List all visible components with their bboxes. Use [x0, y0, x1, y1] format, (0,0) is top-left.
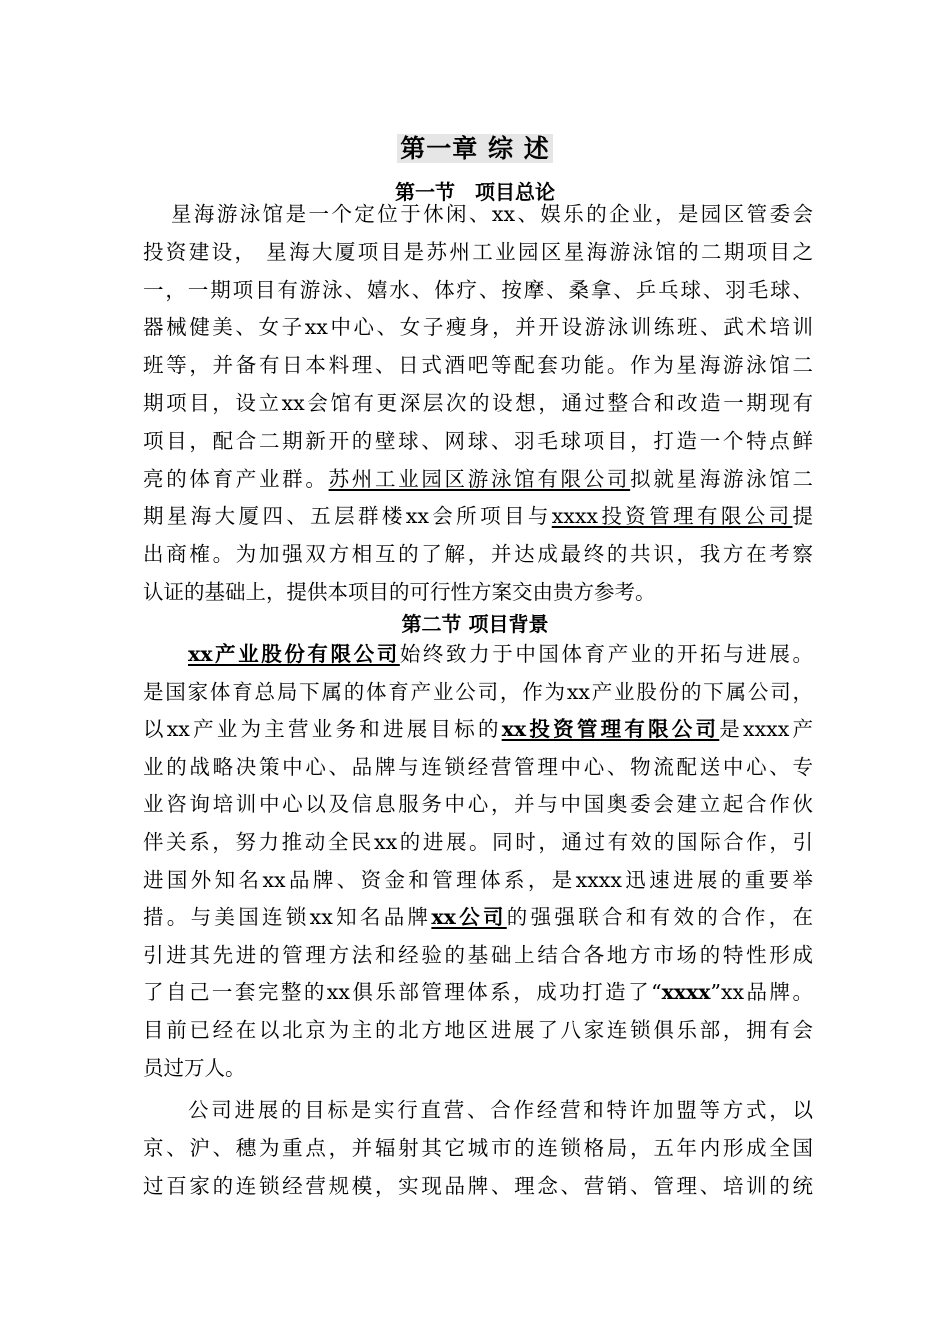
line-text: 项目，配合二期新开的壁球、网球、羽毛球项目，打造一个特点鲜: [143, 428, 813, 453]
company-name-underlined: 苏州工业园区游泳馆有限公司: [328, 466, 631, 491]
section1-title: 第一节 项目总论: [395, 180, 555, 204]
text-line: [143, 542, 813, 566]
text-line: [143, 943, 813, 967]
text-line: [143, 980, 813, 1004]
line-text: 出商榷。为加强双方相互的了解，并达成最终的共识，我方在考察: [143, 542, 813, 567]
section2-title: 第二节 项目背景: [401, 612, 549, 636]
company-name-underlined: xx公司: [431, 905, 507, 930]
brand-name-bold: xxxx: [661, 980, 711, 1005]
text-line: [143, 868, 813, 892]
line-text: 一，一期项目有游泳、嬉水、体疗、按摩、桑拿、乒乓球、羽毛球、: [143, 277, 813, 302]
line-text: 星海游泳馆是一个定位于休闲、xx、娱乐的企业，是园区管委会: [171, 202, 813, 226]
line-text: 拟就星海游泳馆二: [630, 466, 814, 491]
line-text: 了自己一套完整的xx俱乐部管理体系，成功打造了“: [143, 980, 662, 1005]
text-line: [143, 1056, 813, 1080]
text-line: [143, 1136, 813, 1160]
company-name-underlined: xxxx投资管理有限公司: [551, 504, 793, 529]
line-text: 亮的体育产业群。: [143, 466, 329, 491]
chapter-title: 第一章 综 述: [0, 129, 950, 165]
text-line: [188, 642, 813, 666]
line-text: 提: [792, 504, 813, 529]
line-text: 投资建设， 星海大厦项目是苏州工业园区星海游泳馆的二期项目之: [143, 239, 813, 264]
text-line: [143, 717, 813, 741]
text-line: [143, 467, 813, 491]
line-text: 期项目，设立xx会馆有更深层次的设想，通过整合和改造一期现有: [143, 391, 813, 415]
line-text: 以xx产业为主营业务和进展目标的: [143, 717, 502, 742]
line-text: 公司进展的目标是实行直营、合作经营和特许加盟等方式，以: [188, 1098, 813, 1122]
line-text: 是国家体育总局下属的体育产业公司，作为xx产业股份的下属公司，: [143, 679, 813, 704]
line-text: 业的战略决策中心、品牌与连锁经营管理中心、物流配送中心、专: [143, 754, 813, 779]
text-line: [143, 391, 813, 415]
text-line: [188, 1098, 813, 1122]
text-line: [143, 580, 813, 604]
text-line: [143, 1018, 813, 1042]
text-line: [143, 792, 813, 816]
text-line: [171, 202, 813, 226]
line-text: 的强强联合和有效的合作，在: [506, 905, 814, 930]
line-text: 始终致力于中国体育产业的开拓与进展。: [399, 642, 813, 666]
text-line: [143, 1174, 813, 1198]
text-line: [143, 429, 813, 453]
text-line: [143, 905, 813, 929]
line-text: 伴关系，努力推动全民xx的进展。同时，通过有效的国际合作，引: [143, 830, 813, 854]
line-text: 器械健美、女子xx中心、女子瘦身，并开设游泳训练班、武术培训: [143, 315, 813, 340]
line-text: 是xxxx产: [719, 717, 814, 742]
line-text: ”xx品牌。: [710, 980, 813, 1005]
text-line: [143, 680, 813, 704]
line-text: 认证的基础上，提供本项目的可行性方案交由贵方参考。: [143, 580, 656, 604]
company-name-underlined: xx产业股份有限公司: [188, 642, 400, 666]
text-line: [143, 755, 813, 779]
line-text: 业咨询培训中心以及信息服务中心，并与中国奥委会建立起合作伙: [143, 792, 813, 817]
line-text: 进国外知名xx品牌、资金和管理体系，是xxxx迅速进展的重要举: [143, 867, 813, 892]
line-text: 期星海大厦四、五层群楼xx会所项目与: [143, 504, 552, 529]
line-text: 措。与美国连锁xx知名品牌: [143, 905, 432, 930]
line-text: 班等，并备有日本料理、日式酒吧等配套功能。作为星海游泳馆二: [143, 353, 813, 378]
company-name-underlined: xx投资管理有限公司: [501, 717, 720, 742]
text-line: [143, 353, 813, 377]
line-text: 引进其先进的管理方法和经验的基础上结合各地方市场的特性形成: [143, 942, 813, 967]
line-text: 员过万人。: [143, 1055, 246, 1080]
line-text: 京、沪、穗为重点，并辐射其它城市的连锁格局，五年内形成全国: [143, 1135, 813, 1160]
text-line: [143, 315, 813, 339]
text-line: [143, 240, 813, 264]
text-line: [143, 504, 813, 528]
line-text: 目前已经在以北京为主的北方地区进展了八家连锁俱乐部，拥有会: [143, 1018, 813, 1042]
line-text: 过百家的连锁经营规模，实现品牌、理念、营销、管理、培训的统: [143, 1173, 813, 1198]
text-line: [143, 278, 813, 302]
text-line: [143, 830, 813, 854]
